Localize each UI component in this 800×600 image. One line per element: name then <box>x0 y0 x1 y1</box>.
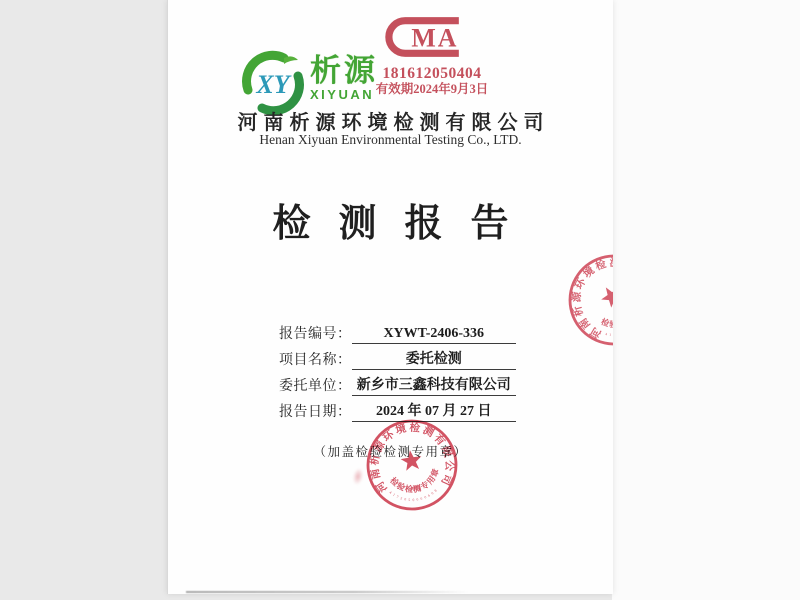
page-bottom-shadow <box>186 591 469 593</box>
official-seal-right-partial <box>548 234 613 367</box>
company-name-en: Henan Xiyuan Environmental Testing Co., LTD. <box>259 132 522 147</box>
logo-name-en: XIYUAN <box>310 87 375 103</box>
scan-background-right <box>612 0 800 600</box>
report-info-fields <box>279 318 516 422</box>
field-client-unit <box>279 370 516 396</box>
field-value: 新乡市三鑫科技有限公司 <box>352 377 517 397</box>
logo-wordmark <box>310 50 378 102</box>
cma-certificate-number: 181612050404 <box>382 65 482 82</box>
field-report-number <box>279 318 516 344</box>
cma-validity-date: 有效期2024年9月3日 <box>375 82 489 97</box>
field-value: 2024 年 07 月 27 日 <box>352 403 517 423</box>
cma-logo-icon <box>382 14 482 60</box>
company-name-cn: 河南析源环境检测有限公司 <box>237 112 550 134</box>
field-project-name <box>279 344 516 370</box>
cma-accreditation-stamp <box>372 14 492 97</box>
field-value: 委托检测 <box>352 351 517 371</box>
logo-name-cn: 析源 <box>310 53 378 88</box>
seal-instruction-note: （加盖检验检测专用章） <box>313 445 468 459</box>
report-title: 检测报告 <box>272 203 537 245</box>
field-label: 报告日期： <box>279 405 352 420</box>
field-value: XYWT-2406-336 <box>352 325 517 345</box>
field-label: 委托单位： <box>279 379 352 394</box>
field-label: 项目名称： <box>279 353 352 368</box>
cma-letters: MA <box>411 23 459 53</box>
ink-smudge <box>351 467 364 486</box>
official-seal-bottom <box>358 411 466 519</box>
report-cover-page <box>167 0 613 594</box>
logo-xy-letters: XY <box>256 70 290 99</box>
field-label: 报告编号： <box>279 327 352 342</box>
